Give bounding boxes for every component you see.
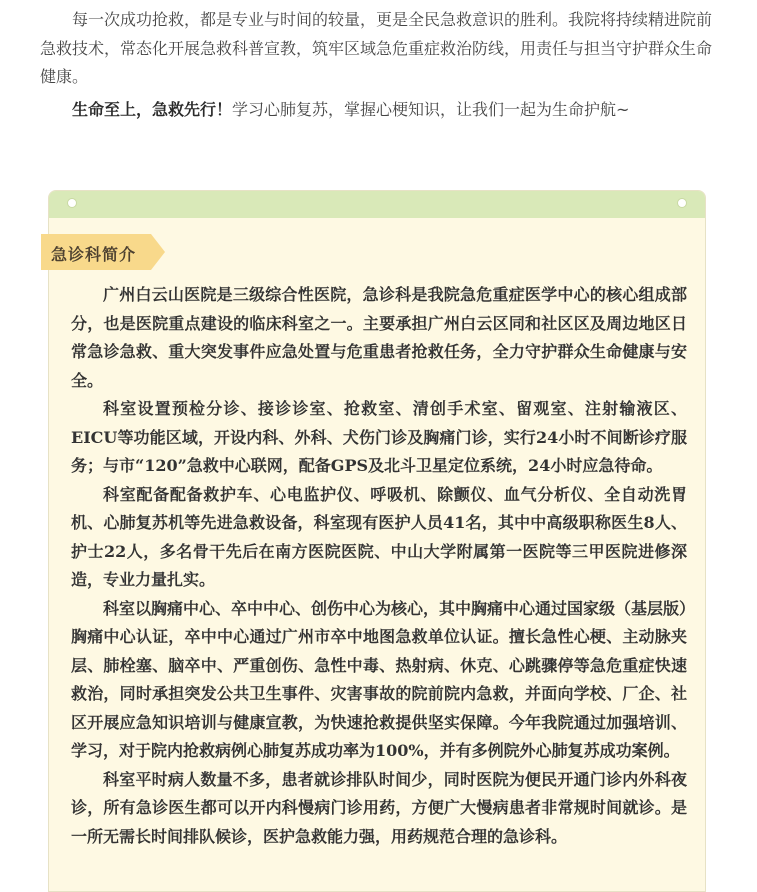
slogan-paragraph <box>40 96 720 125</box>
decorative-dot-icon <box>67 198 77 208</box>
slogan-bold: 生命至上，急救先行！ <box>72 99 233 119</box>
body-paragraph: 科室平时病人数量不多，患者就诊排队时间少，同时医院为便民开通门诊内外科夜诊，所有急诊医生都可以开内科慢病门诊用药，方便广大慢病患者非常规时间就诊。是一所无需长时间排队候诊，医护急救能力强，用药规范合理的急诊科。 <box>71 769 687 846</box>
section-tag <box>41 234 151 270</box>
card-header-bar <box>49 191 705 218</box>
decorative-dot-icon <box>677 198 687 208</box>
slogan-text: 学习心肺复苏，掌握心梗知识，让我们一起为生命护航~ <box>232 99 630 119</box>
intro-paragraph: 每一次成功抢救，都是专业与时间的较量，更是全民急救意识的胜利。我院将持续精进院前急救技术，常态化开展急救科普宣教，筑牢区域急危重症救治防线，用责任与担当守护群众生命健康。 <box>40 10 713 86</box>
section-body <box>71 281 687 851</box>
body-paragraph: 科室以胸痛中心、卒中中心、创伤中心为核心，其中胸痛中心通过国家级（基层版）胸痛中心认证，卒中中心通过广州市卒中地图急救单位认证。擅长急性心梗、主动脉夹层、肺栓塞、脑卒中、严重创伤、急性中毒、热射病、休克、心跳骤停等急危重症快速救治，同时承担突发公共卫生事件、灾害事故的院前院内急救，并面向学校、厂企、社区开展应急知识培训与健康宣教，为快速抢救提供坚实保障。今年我院通过加强培训、学习，对于院内抢救病例心肺复苏成功率为100%，并有多例院外心肺复苏成功案例。 <box>71 598 688 760</box>
intro-section <box>40 6 720 124</box>
body-paragraph: 科室设置预检分诊、接诊诊室、抢救室、清创手术室、留观室、注射输液区、EICU等功能区域，开设内科、外科、犬伤门诊及胸痛门诊，实行24小时不间断诊疗服务；与市“120”急救中心联网，配备GPS及北斗卫星定位系统，24小时应急待命。 <box>71 399 687 475</box>
section-tag-label: 急诊科简介 <box>51 245 137 264</box>
body-paragraph: 广州白云山医院是三级综合性医院，急诊科是我院急危重症医学中心的核心组成部分，也是医院重点建设的临床科室之一。主要承担广州白云区同和社区区及周边地区日常急诊急救、重大突发事件应急处置与危重患者抢救任务，全力守护群众生命健康与安全。 <box>71 285 687 390</box>
body-paragraph: 科室配备配备救护车、心电监护仪、呼吸机、除颤仪、血气分析仪、全自动洗胃机、心肺复苏机等先进急救设备，科室现有医护人员41名，其中中高级职称医生8人、护士22人，多名骨干先后在南方医院医院、中山大学附属第一医院等三甲医院进修深造，专业力量扎实。 <box>71 484 687 589</box>
department-intro-card <box>48 190 706 892</box>
